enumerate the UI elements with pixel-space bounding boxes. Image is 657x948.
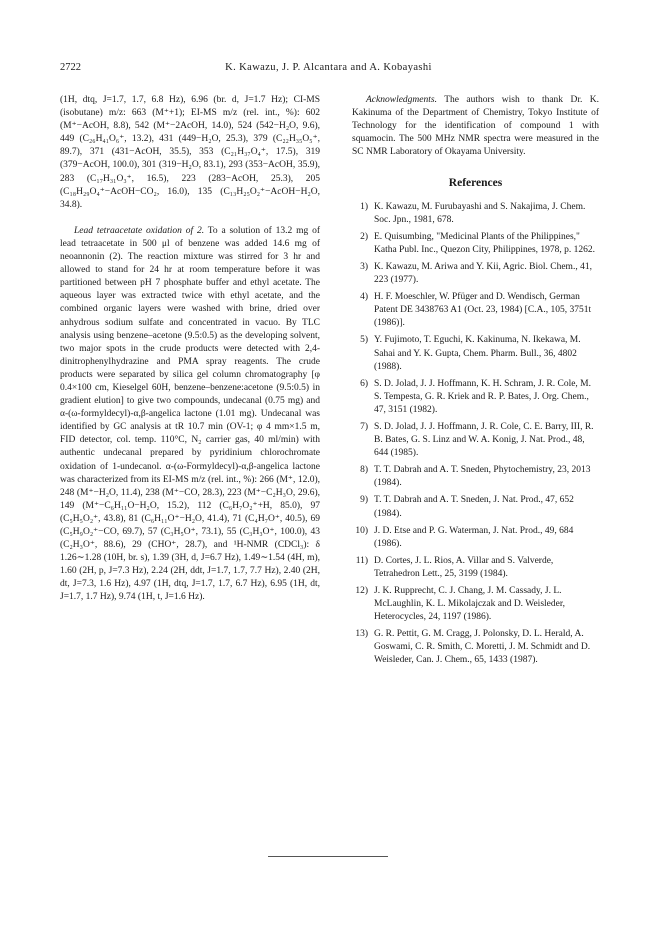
continued-paragraph: (1H, dtq, J=1.7, 1.7, 6.8 Hz), 6.96 (br. d, J=1.7 Hz); CI-MS (isobutane) m/z: 663 (M⁺+1); EI-MS m/z (rel. int., %): 602 (M⁺−AcOH, 8.8), 542 (M⁺−2AcOH, 14.0), 524 (542−H₂O, 9.6), 449 (C₂₆H₄₁O₆⁺, 13.2), 431 (449−H₂O, 25.3), 379 (C₂₂H₃₅O₅⁺, 89.7), 371 (431−AcOH, 35.5), 353 (C₂₁H₃₇O₄⁺, 17.5), 319 (379−AcOH, 100.0), 301 (319−H₂O, 83.1), 293 (353−AcOH, 35.9), 283 (C₁₇H₃₁O₃⁺, 16.5), 223 (283−AcOH, 25.3), 205 (C₁₈H₂₉O₄⁺−AcOH−CO₂, 16.0), 135 (C₁₃H₂₅O₂⁺−AcOH−H₂O, 34.8). — [60, 95, 320, 210]
page-header — [60, 62, 597, 76]
reference-number: 6) — [360, 378, 368, 389]
reference-text: J. D. Etse and P. G. Waterman, J. Nat. Prod., 49, 684 (1986). — [374, 525, 574, 549]
acknowledgments-text: The authors wish to thank Dr. K. Kakinuma of the Department of Chemistry, Tokyo Institute of Technology for the identification of compound 1 with squamocin. The 500 MHz NMR spectra were measured in the SC NMR Laboratory of Okayama University. — [352, 95, 599, 158]
acknowledgments-heading: Acknowledgments. — [366, 95, 437, 105]
reference-item — [352, 334, 599, 373]
reference-number: 12) — [355, 586, 368, 596]
reference-text: S. D. Jolad, J. J. Hoffmann, J. R. Cole, C. E. Barry, III, R. B. Bates, G. S. Linz and W. A. Konig, J. Nat. Prod., 48, 644 (1985). — [374, 421, 594, 459]
oxidation-text: To a solution of 13.2 mg of lead tetraacetate in 500 μl of benzene was added 14.6 mg of neoannonin (2). The reaction mixture was stirred for 3 hr and allowed to stand for 24 hr at room temperature before it was partitioned between pH 7 phosphate buffer and ethyl acetate. The aqueous layer was extracted twice with ethyl acetate, and the combined organic layers were washed with brine, dried over anhydrous sodium sulfate and concentrated in vacuo. By TLC analysis using benzene–acetone (9.5:0.5) as the developing solvent, two major spots in the crude products were detected with 2,4-dinitrophenylhydrazine and PMA spray reagents. The crude products were separated by silica gel column chromatography [φ 0.4×100 cm, Kieselgel 60H, benzene–benzene:acetone (9.5:0.5) in gradient elution] to give two compounds, undecanal (0.75 mg) and α-(ω-formyldecyl)-α,β-angelica lactone (1.01 mg). Undecanal was identified by GC analysis at tR 10.7 min (OV-1; φ 4 mm×1.5 m, FID detector, col. temp. 110°C, N₂ carrier gas, 40 ml/min) with authentic undecanal prepared by pyridinium chlorochromate oxidation of 1-undecanol. α-(ω-Formyldecyl)-α,β-angelica lactone was characterized from its EI-MS m/z (rel. int., %): 266 (M⁺, 12.0), 248 (M⁺−H₂O, 11.4), 238 (M⁺−CO, 28.3), 223 (M⁺−C₂H₃O, 29.6), 149 (M⁺−C₆H₁₁O−H₂O, 15.2), 112 (C₆H₇O₂⁺+H, 85.0), 97 (C₅H₅O₂⁺, 43.8), 81 (C₆H₁₁O⁺−H₂O, 41.4), 71 (C₄H₇O⁺, 40.5), 69 (C₅H₉O₂⁺−CO, 69.7), 57 (C₃H₅O⁺, 73.1), 55 (C₃H₃O⁺, 100.0), 43 (C₂H₃O⁺, 88.6), 29 (CHO⁺, 28.7), and ¹H-NMR (CDCl₃): δ 1.26∼1.28 (10H, br. s), 1.39 (3H, d, J=6.7 Hz), 1.49∼1.54 (4H, m), 1.60 (2H, p, J=7.3 Hz), 2.24 (2H, ddt, J=1.7, 1.7, 7.7 Hz), 2.40 (2H, dt, J=7.3, 1.6 Hz), 4.97 (1H, dtq, J=1.7, 1.7, 6.7 Hz), 6.95 (1H, dt, J=1.7, 1.7 Hz), 9.74 (1H, t, J=1.6 Hz). — [60, 225, 320, 603]
reference-number: 4) — [360, 292, 368, 303]
page-number: 2722 — [60, 62, 81, 73]
running-head: K. Kawazu, J. P. Alcantara and A. Kobayashi — [225, 62, 432, 73]
reference-text: K. Kawazu, M. Furubayashi and S. Nakajima, J. Chem. Soc. Jpn., 1981, 678. — [374, 201, 586, 225]
reference-text: T. T. Dabrah and A. T. Sneden, Phytochemistry, 23, 2013 (1984). — [374, 465, 591, 489]
reference-item — [352, 261, 599, 287]
reference-item — [352, 378, 599, 417]
reference-text: D. Cortes, J. L. Rios, A. Villar and S. Valverde, Tetrahedron Lett., 25, 3199 (1984). — [374, 555, 554, 579]
reference-number: 9) — [360, 495, 368, 506]
reference-number: 3) — [360, 261, 368, 272]
reference-item — [352, 464, 599, 490]
reference-item — [352, 421, 599, 460]
reference-item — [352, 291, 599, 330]
acknowledgments-paragraph — [352, 94, 599, 159]
reference-number: 10) — [355, 525, 368, 536]
reference-text: G. R. Pettit, G. M. Cragg, J. Polonsky, D. L. Herald, A. Goswami, C. R. Smith, C. Moretti, J. M. Schmidt and D. Weisleder, Can. J. Chem., 65, 1433 (1987). — [374, 629, 591, 666]
reference-number: 1) — [360, 201, 368, 212]
reference-number: 2) — [360, 231, 368, 242]
oxidation-heading: Lead tetraacetate oxidation of 2. — [74, 225, 205, 236]
reference-number: 5) — [360, 335, 368, 346]
references-title: References — [448, 177, 503, 190]
oxidation-paragraph — [60, 225, 320, 605]
reference-text: T. T. Dabrah and A. T. Sneden, J. Nat. Prod., 47, 652 (1984). — [374, 495, 574, 519]
left-column — [60, 94, 320, 605]
reference-item — [352, 494, 599, 520]
reference-text: Y. Fujimoto, T. Eguchi, K. Kakinuma, N. Ikekawa, M. Sahai and Y. K. Gupta, Chem. Pharm. Bull., 36, 4802 (1988). — [374, 335, 581, 372]
reference-item — [352, 585, 599, 624]
reference-number: 7) — [360, 421, 368, 432]
reference-text: E. Quisumbing, "Medicinal Plants of the Philippines," Katha Publ. Inc., Quezon City, Philippines, 1978, p. 1262. — [374, 231, 596, 255]
reference-text: S. D. Jolad, J. J. Hoffmann, K. H. Schram, J. R. Cole, M. S. Tempesta, G. R. Kriek and R. P. Bates, J. Org. Chem., 47, 3151 (1982). — [374, 378, 592, 415]
reference-number: 8) — [360, 465, 368, 476]
reference-number: 11) — [355, 555, 368, 566]
right-column — [352, 94, 599, 672]
reference-item — [352, 231, 599, 257]
reference-item — [352, 525, 599, 551]
footer-rule — [268, 856, 388, 857]
reference-number: 13) — [355, 629, 368, 640]
reference-item — [352, 555, 599, 581]
reference-text: J. K. Rupprecht, C. J. Chang, J. M. Cassady, J. L. McLaughlin, K. L. Mikolajczak and D. Weisleder, Heterocycles, 24, 1197 (1986). — [374, 586, 566, 623]
reference-text: H. F. Moeschler, W. Pfüger and D. Wendisch, German Patent DE 3438763 A1 (Oct. 23, 1984) [C.A., 105, 3751t (1986)]. — [374, 292, 592, 329]
references-list — [352, 201, 599, 668]
reference-item — [352, 628, 599, 667]
reference-text: K. Kawazu, M. Ariwa and Y. Kii, Agric. Biol. Chem., 41, 223 (1977). — [374, 261, 592, 286]
reference-item — [352, 201, 599, 227]
